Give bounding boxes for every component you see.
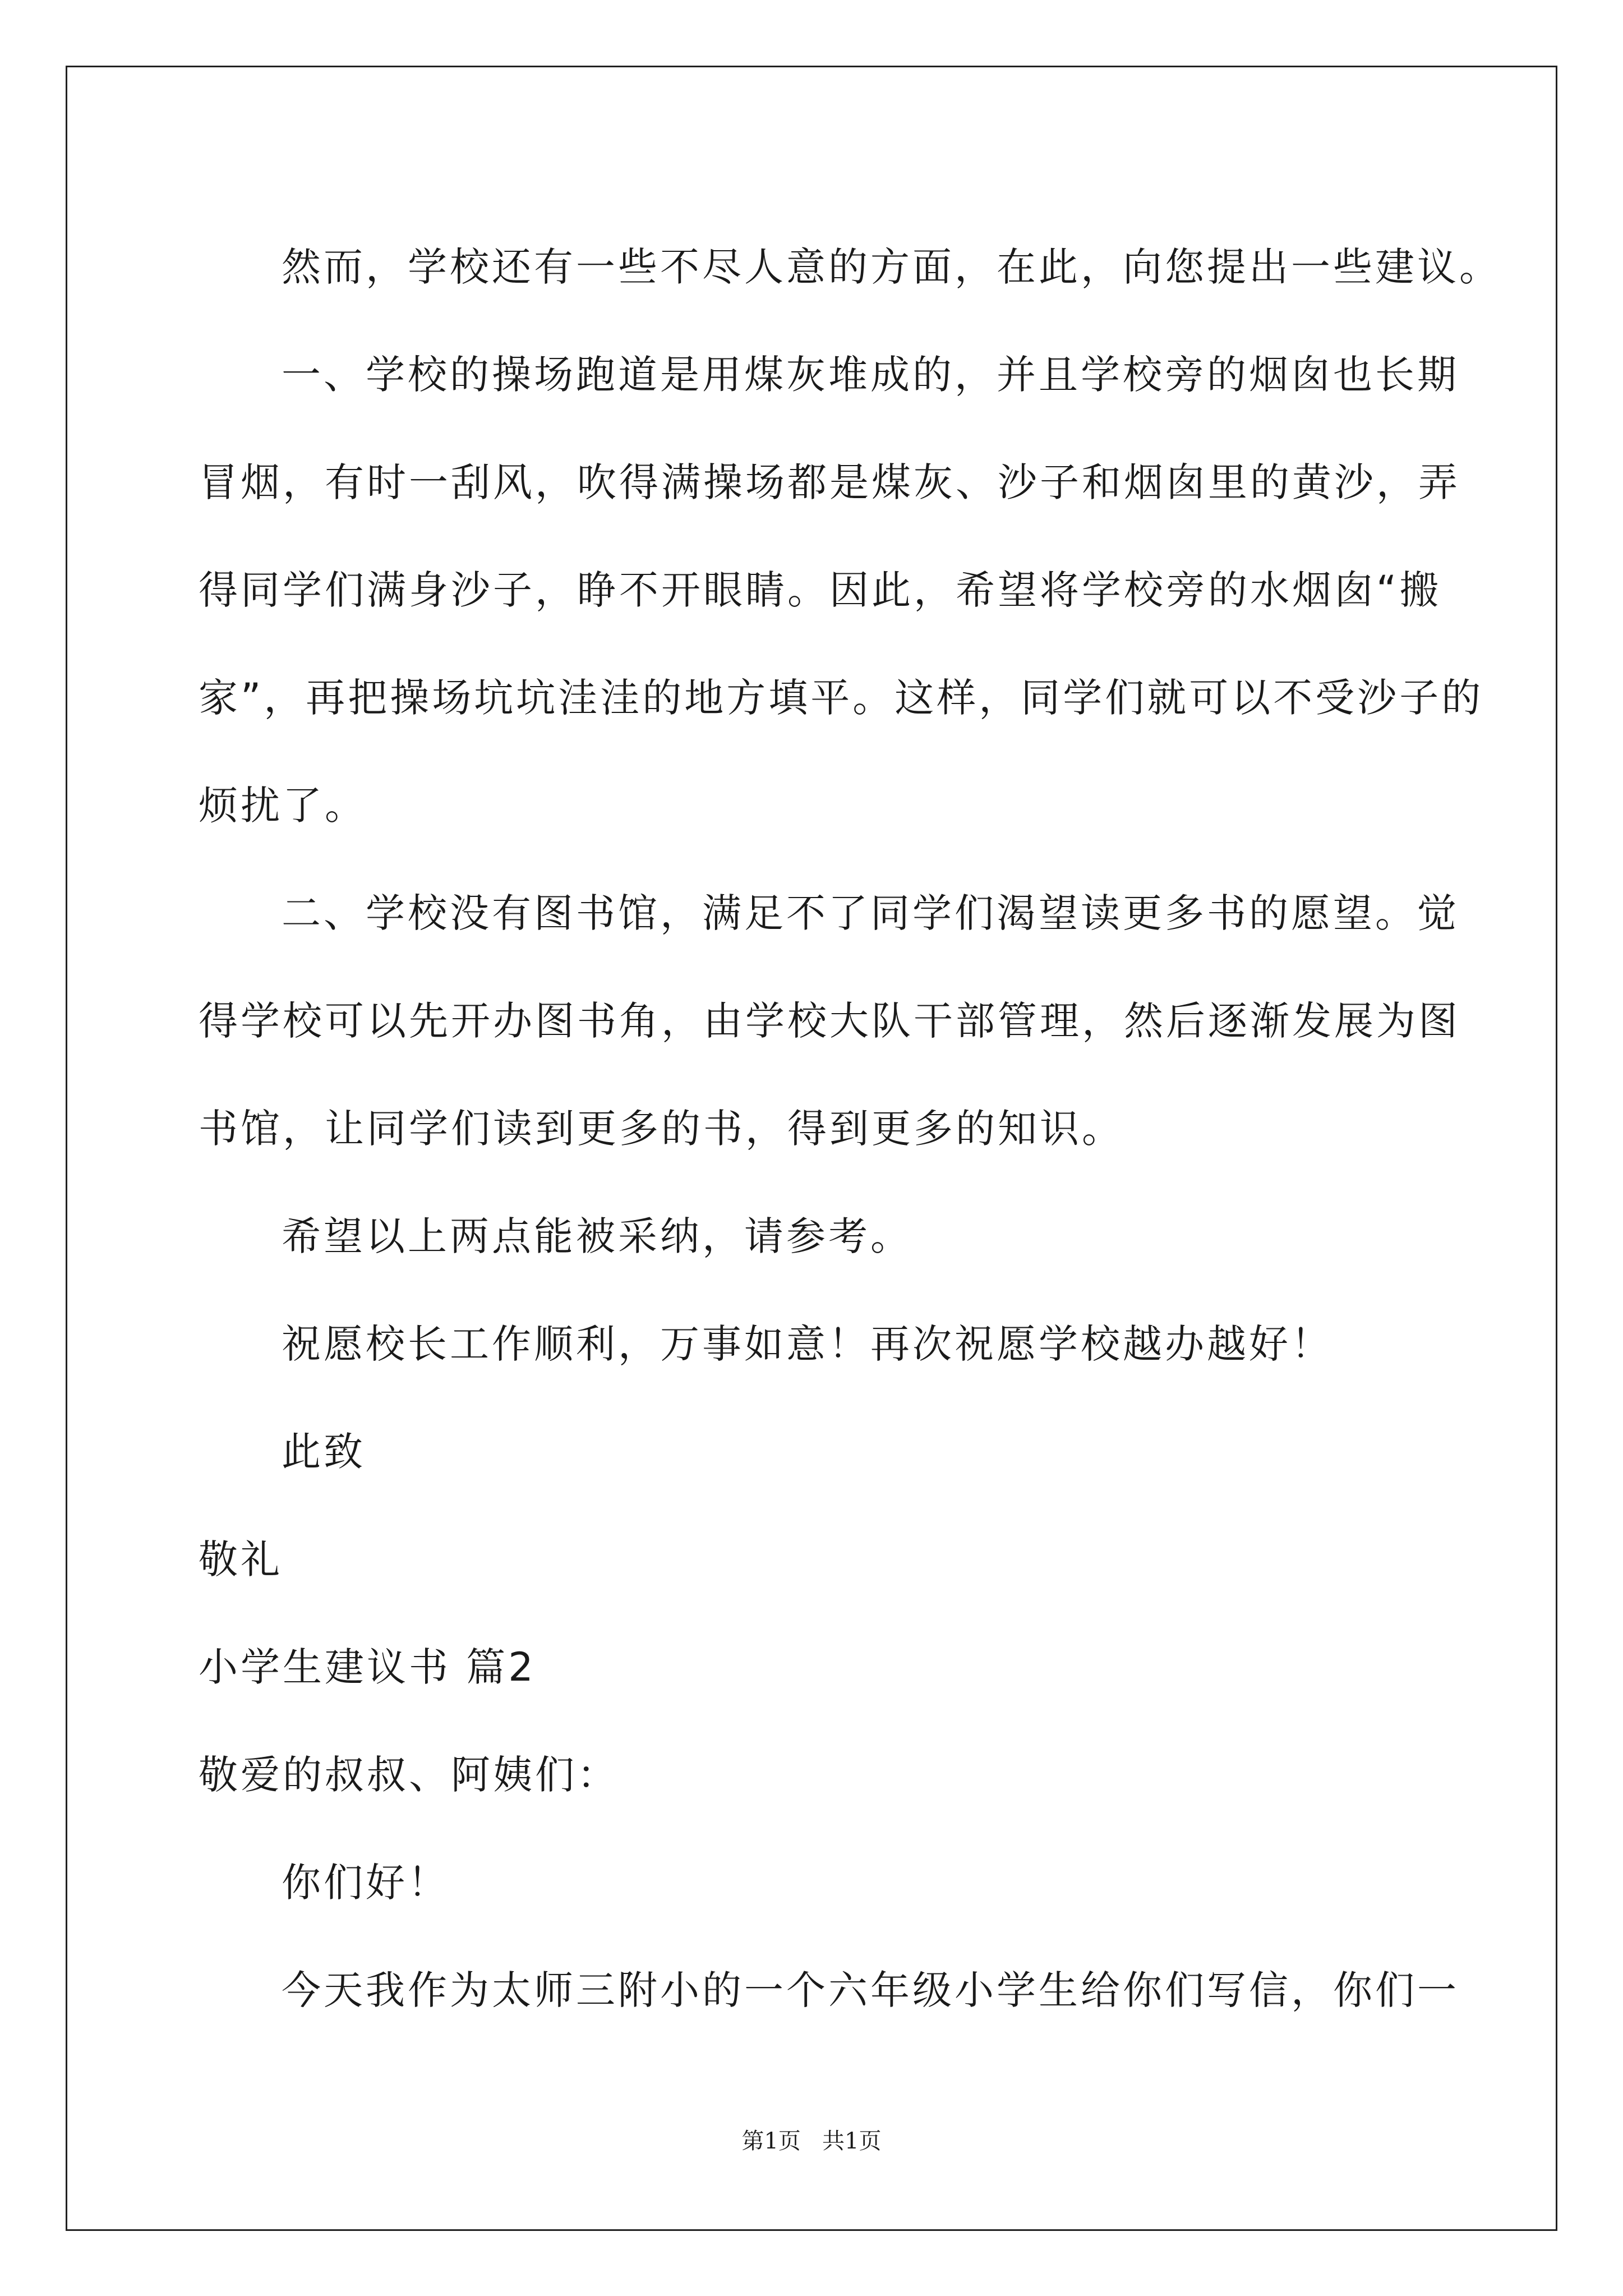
paragraph-line: 冒烟，有时一刮风，吹得满操场都是煤灰、沙子和烟囱里的黄沙，弄: [199, 459, 1460, 505]
paragraph-line: 一、学校的操场跑道是用煤灰堆成的，并且学校旁的烟囱也长期: [282, 352, 1459, 398]
paragraph-line: 得同学们满身沙子，睁不开眼睛。因此，希望将学校旁的水烟囱“搬: [199, 567, 1442, 613]
paragraph-line: 二、学校没有图书馆，满足不了同学们渴望读更多书的愿望。觉: [282, 890, 1459, 936]
closing-regards: 敬礼: [199, 1536, 283, 1582]
paragraph-line: 今天我作为太师三附小的一个六年级小学生给你们写信，你们一: [282, 1967, 1459, 2013]
paragraph-line: 然而，学校还有一些不尽人意的方面，在此，向您提出一些建议。: [282, 244, 1501, 290]
paragraph-line: 书馆，让同学们读到更多的书，得到更多的知识。: [199, 1106, 1124, 1152]
paragraph-line: 家”，再把操场坑坑洼洼的地方填平。这样，同学们就可以不受沙子的: [199, 675, 1484, 721]
paragraph-line: 你们好！: [282, 1860, 450, 1906]
document-body: [199, 213, 1501, 2044]
paragraph-line: 祝愿校长工作顺利，万事如意！再次祝愿学校越办越好！: [282, 1321, 1333, 1367]
paragraph-line: 得学校可以先开办图书角，由学校大队干部管理，然后逐渐发展为图: [199, 998, 1460, 1044]
paragraph-line: 烦扰了。: [199, 783, 367, 829]
letter-greeting: 敬爱的叔叔、阿姨们：: [199, 1752, 619, 1798]
section-heading: 小学生建议书 篇2: [199, 1644, 536, 1690]
closing-salutation: 此致: [282, 1429, 366, 1475]
paragraph-line: 希望以上两点能被采纳，请参考。: [282, 1213, 912, 1259]
page-number-footer: 第1页 共1页: [741, 2128, 882, 2154]
